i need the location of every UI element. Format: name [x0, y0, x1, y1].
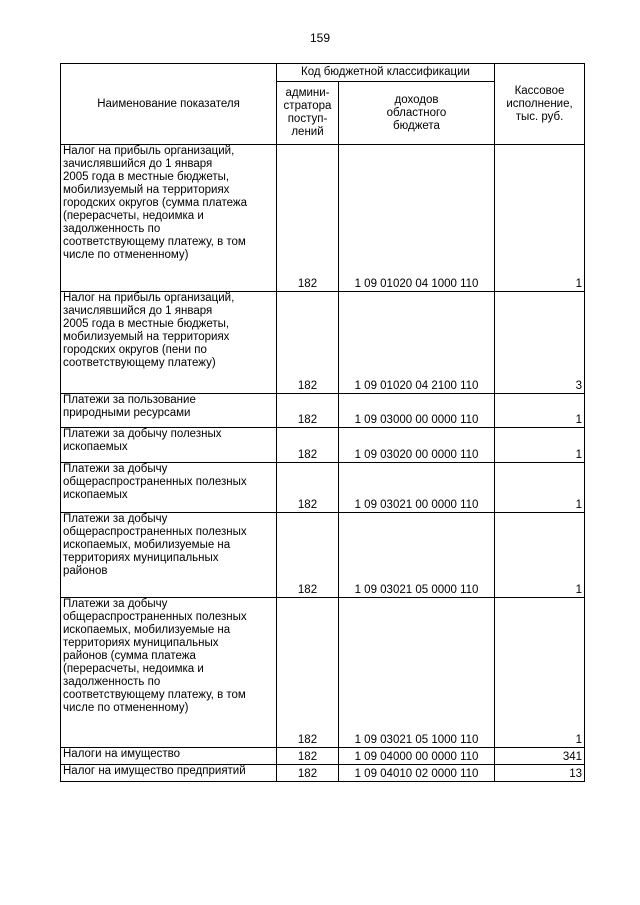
- admin-code: 182: [277, 463, 339, 513]
- indicator-name: Платежи за добычу общераспространенных полезных ископаемых: [61, 463, 277, 513]
- admin-code: 182: [277, 145, 339, 292]
- income-code: 1 09 03021 05 0000 110: [339, 513, 495, 598]
- execution-value: 1: [495, 145, 585, 292]
- table-row: [61, 463, 585, 513]
- admin-code: 182: [277, 748, 339, 765]
- execution-value: 1: [495, 463, 585, 513]
- admin-code: 182: [277, 513, 339, 598]
- execution-value: 1: [495, 513, 585, 598]
- indicator-name: Платежи за пользование природными ресурсами: [61, 394, 277, 428]
- indicator-name: Налоги на имущество: [61, 748, 277, 765]
- income-code: 1 09 03000 00 0000 110: [339, 394, 495, 428]
- header-row-top: [61, 64, 585, 82]
- table-row: [61, 598, 585, 748]
- indicator-name: Налог на прибыль организаций, зачислявшийся до 1 января 2005 года в местные бюджеты, мобилизуемый на территориях городских округов (сумма платежа (перерасчеты, недоимка и задолженность по соответствующему платежу, в том числе по отмененному): [61, 145, 277, 292]
- table-row: [61, 292, 585, 394]
- table-row: [61, 748, 585, 765]
- header-name: Наименование показателя: [61, 64, 277, 145]
- admin-code: 182: [277, 428, 339, 463]
- execution-value: 1: [495, 598, 585, 748]
- indicator-name: Налог на прибыль организаций, зачислявшийся до 1 января 2005 года в местные бюджеты, мобилизуемый на территориях городских округов (пени по соответствующему платежу): [61, 292, 277, 394]
- execution-value: 13: [495, 765, 585, 782]
- admin-code: 182: [277, 292, 339, 394]
- execution-value: 1: [495, 394, 585, 428]
- table-row: [61, 765, 585, 782]
- income-code: 1 09 03021 00 0000 110: [339, 463, 495, 513]
- header-admin: админи- стратора поступ- лений: [277, 82, 339, 145]
- income-code: 1 09 04000 00 0000 110: [339, 748, 495, 765]
- execution-value: 1: [495, 428, 585, 463]
- table-row: [61, 513, 585, 598]
- indicator-name: Платежи за добычу общераспространенных полезных ископаемых, мобилизуемые на территориях муниципальных районов (сумма платежа (перерасчеты, недоимка и задолженность по соответствующему платежу, в том числе по отмененному): [61, 598, 277, 748]
- table-row: [61, 428, 585, 463]
- table-row: [61, 394, 585, 428]
- budget-table: [60, 63, 585, 782]
- indicator-name: Платежи за добычу общераспространенных полезных ископаемых, мобилизуемые на территориях муниципальных районов: [61, 513, 277, 598]
- execution-value: 3: [495, 292, 585, 394]
- income-code: 1 09 03020 00 0000 110: [339, 428, 495, 463]
- admin-code: 182: [277, 598, 339, 748]
- table-row: [61, 145, 585, 292]
- admin-code: 182: [277, 765, 339, 782]
- income-code: 1 09 01020 04 2100 110: [339, 292, 495, 394]
- page-number: 159: [309, 31, 331, 45]
- execution-value: 341: [495, 748, 585, 765]
- income-code: 1 09 03021 05 1000 110: [339, 598, 495, 748]
- header-execution: Кассовое исполнение, тыс. руб.: [495, 64, 585, 145]
- income-code: 1 09 04010 02 0000 110: [339, 765, 495, 782]
- indicator-name: Налог на имущество предприятий: [61, 765, 277, 782]
- admin-code: 182: [277, 394, 339, 428]
- header-code-group: Код бюджетной классификации: [277, 64, 495, 82]
- income-code: 1 09 01020 04 1000 110: [339, 145, 495, 292]
- indicator-name: Платежи за добычу полезных ископаемых: [61, 428, 277, 463]
- table-body: [61, 145, 585, 782]
- header-income: доходов областного бюджета: [339, 82, 495, 145]
